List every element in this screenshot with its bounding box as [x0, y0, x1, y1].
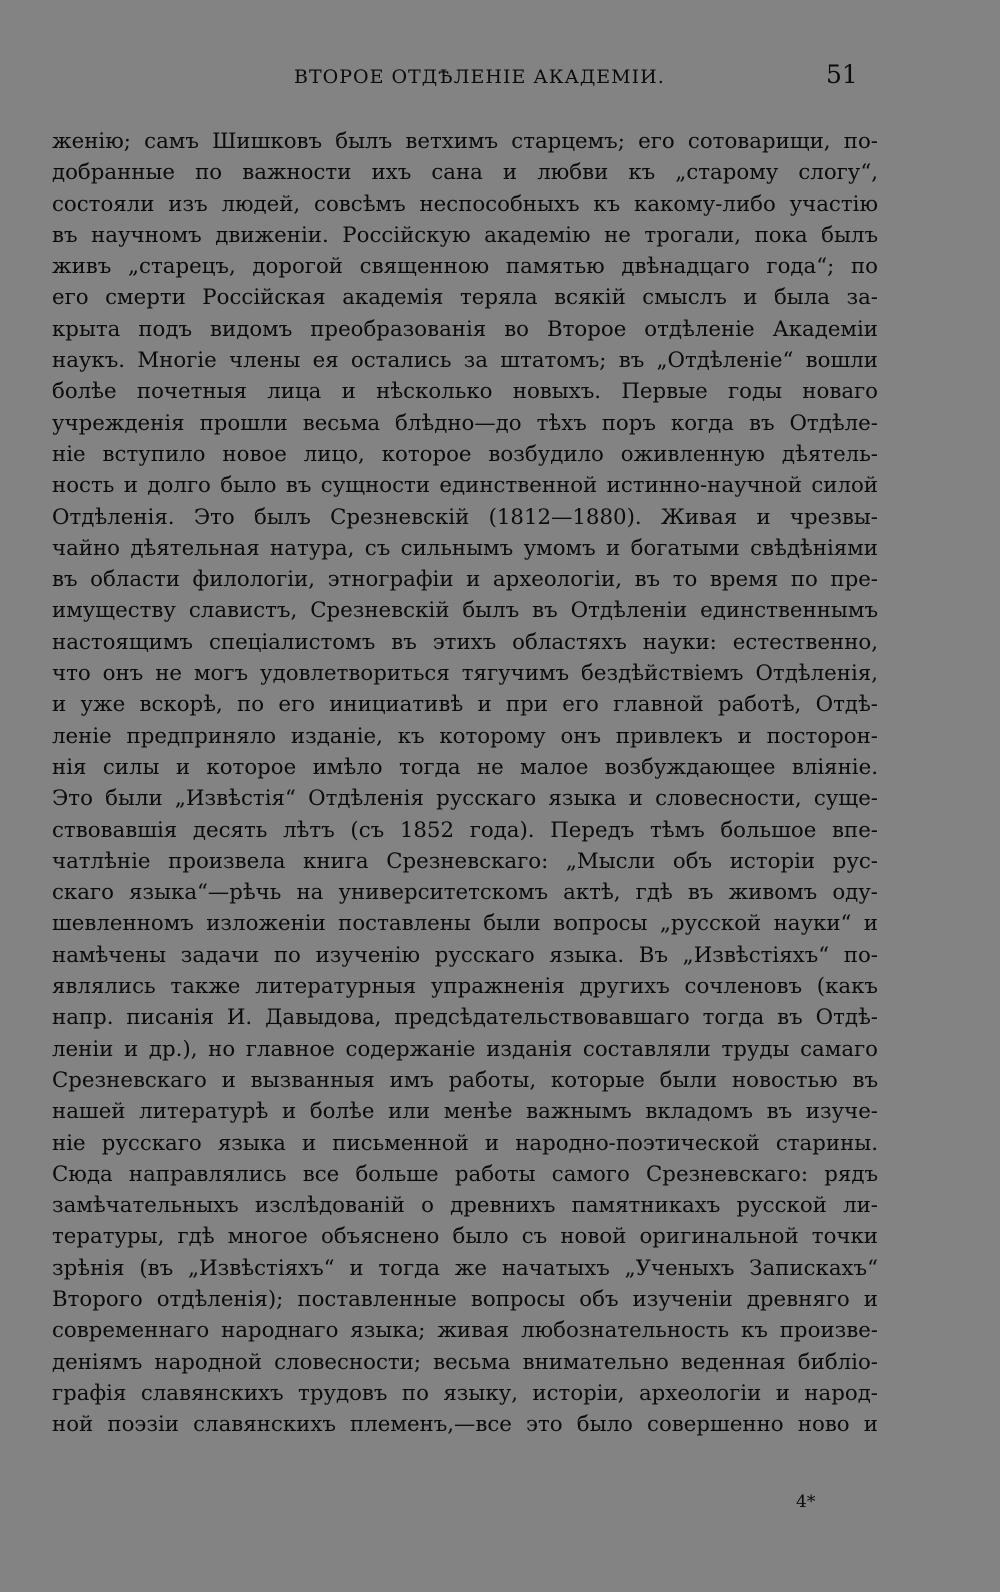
- text-line: напр. писанія И. Давыдова, предсѣдательствовавшаго тогда въ Отдѣ-: [52, 1005, 878, 1031]
- text-line: женію; самъ Шишковъ былъ ветхимъ старцемъ; его сотоварищи, по-: [52, 129, 878, 154]
- text-line: его смерти Россійская академія теряла всякій смыслъ и была за-: [52, 285, 878, 311]
- text-line: Второго отдѣленія); поставленные вопросы объ изученіи древняго и: [52, 1286, 878, 1312]
- text-line: леніе предприняло изданіе, къ которому онъ привлекъ и посторон-: [52, 723, 878, 749]
- text-line: скаго языка“—рѣчь на университетскомъ актѣ, гдѣ въ живомъ оду-: [52, 880, 878, 906]
- text-line: ной поэзіи славянскихъ племенъ,—все это было совершенно ново и: [52, 1412, 878, 1438]
- text-line: учрежденія прошли весьма блѣдно—до тѣхъ поръ когда въ Отдѣле-: [52, 410, 878, 436]
- text-line: Срезневскаго и вызванныя имъ работы, которые были новостью въ: [52, 1067, 878, 1093]
- text-line: въ области филологіи, этнографіи и археологіи, въ то время по пре-: [52, 567, 878, 593]
- text-line: Сюда направлялись все больше работы самого Срезневскаго: рядъ: [52, 1161, 878, 1187]
- text-line: добранные по важности ихъ сана и любви къ „старому слогу“,: [52, 160, 878, 186]
- text-line: имуществу славистъ, Срезневскій былъ въ Отдѣленіи единственнымъ: [52, 598, 878, 624]
- text-line: шевленномъ изложеніи поставлены были вопросы „русской науки“ и: [52, 911, 878, 937]
- running-title: ВТОРОЕ ОТДѢЛЕНІЕ АКАДЕМІИ.: [294, 66, 665, 88]
- text-line: чатлѣніе произвела книга Срезневскаго: „Мысли объ исторіи рус-: [52, 848, 878, 874]
- text-line: настоящимъ спеціалистомъ въ этихъ областяхъ науки: естественно,: [52, 629, 878, 655]
- text-line: чайно дѣятельная натура, съ сильнымъ умомъ и богатыми свѣдѣніями: [52, 535, 878, 561]
- text-line: замѣчательныхъ изслѣдованій о древнихъ памятникахъ русской ли-: [52, 1193, 878, 1219]
- text-line: графія славянскихъ трудовъ по языку, исторіи, археологіи и народ-: [52, 1380, 878, 1406]
- signature-mark: 4*: [796, 1492, 816, 1512]
- text-line: намѣчены задачи по изученію русскаго языка. Въ „Извѣстіяхъ“ по-: [52, 942, 878, 968]
- text-line: что онъ не могъ удовлетвориться тягучимъ бездѣйствіемъ Отдѣленія,: [52, 661, 878, 687]
- text-line: ствовавшія десять лѣтъ (съ 1852 года). Передъ тѣмъ большое впе-: [52, 817, 878, 843]
- text-line: нія силы и которое имѣло тогда не малое возбуждающее вліяніе.: [52, 754, 878, 780]
- text-line: живъ „старецъ, дорогой священною памятью двѣнадцаго года“; по: [52, 254, 878, 280]
- text-line: тературы, гдѣ многое объяснено было съ новой оригинальной точки: [52, 1224, 878, 1250]
- text-line: крыта подъ видомъ преобразованія во Второе отдѣленіе Академіи: [52, 316, 878, 342]
- text-line: нашей литературѣ и болѣе или менѣе важнымъ вкладомъ въ изуче-: [52, 1099, 878, 1125]
- text-line: леніи и др.), но главное содержаніе изданія составляли труды самаго: [52, 1036, 878, 1062]
- body-text: [52, 126, 878, 1440]
- text-line: Это были „Извѣстія“ Отдѣленія русскаго языка и словесности, суще-: [52, 786, 878, 812]
- text-line: являлись также литературныя упражненія другихъ сочленовъ (какъ: [52, 974, 878, 1000]
- text-line: современнаго народнаго языка; живая любознательность къ произве-: [52, 1318, 878, 1344]
- text-line: Отдѣленія. Это былъ Срезневскій (1812—1880). Живая и чрезвы-: [52, 504, 878, 530]
- text-line: болѣе почетныя лица и нѣсколько новыхъ. Первые годы новаго: [52, 379, 878, 405]
- text-line: ніе русскаго языка и письменной и народно-поэтической старины.: [52, 1130, 878, 1156]
- text-line: ность и долго было въ сущности единственной истинно-научной силой: [52, 473, 878, 499]
- text-line: деніямъ народной словесности; весьма внимательно веденная библіо-: [52, 1349, 878, 1375]
- text-line: наукъ. Многіе члены ея остались за штатомъ; въ „Отдѣленіе“ вошли: [52, 348, 878, 374]
- text-line: состояли изъ людей, совсѣмъ неспособныхъ къ какому-либо участію: [52, 191, 878, 217]
- text-line: ніе вступило новое лицо, которое возбудило оживленную дѣятель-: [52, 441, 878, 467]
- text-line: зрѣнія (въ „Извѣстіяхъ“ и тогда же начатыхъ „Ученыхъ Запискахъ“: [52, 1255, 878, 1281]
- page-number: 51: [826, 60, 858, 89]
- text-line: и уже вскорѣ, по его инициативѣ и при его главной работѣ, Отдѣ-: [52, 692, 878, 718]
- text-line: въ научномъ движеніи. Россійскую академію не трогали, пока былъ: [52, 222, 878, 248]
